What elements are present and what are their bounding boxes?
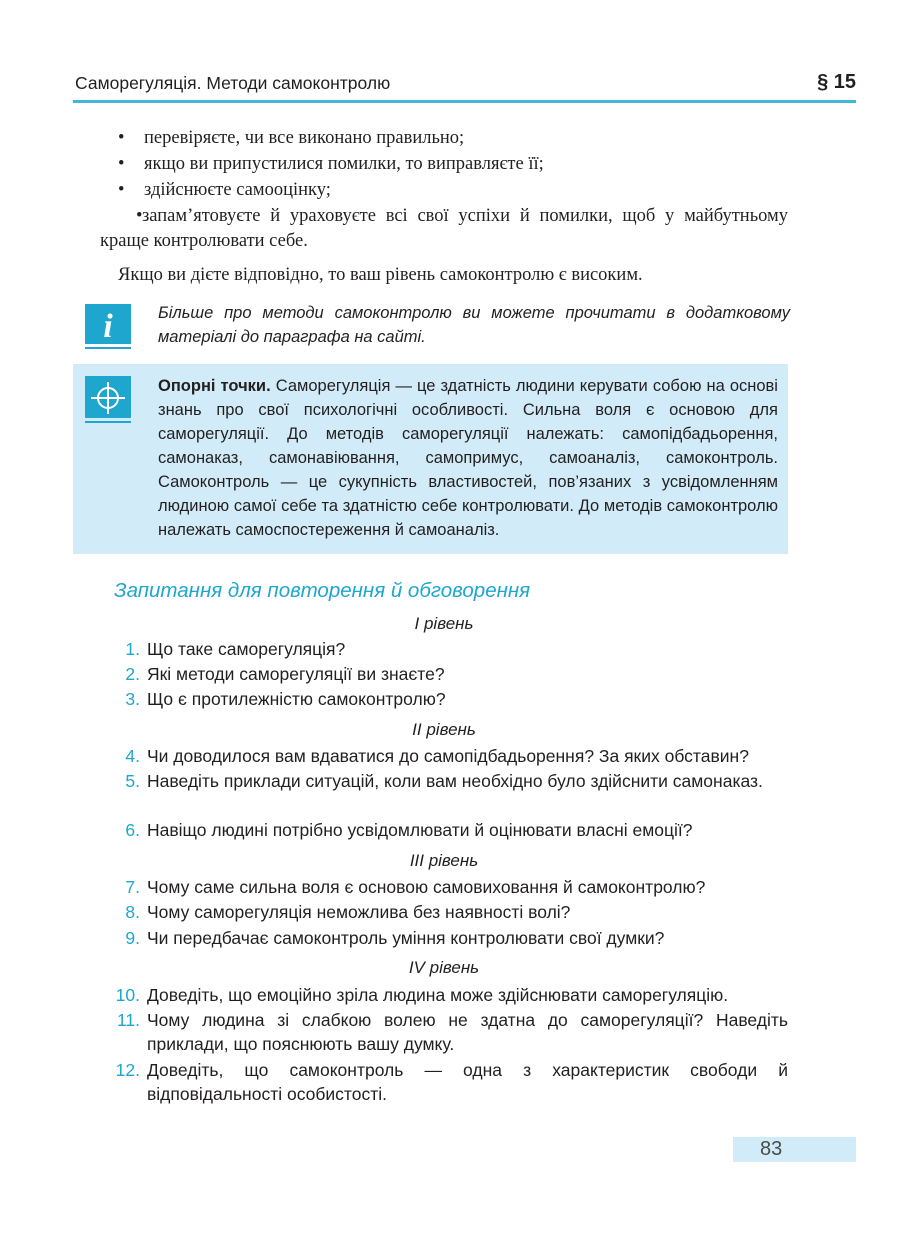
key-points-label: Опорні точки. xyxy=(158,377,271,395)
bullet-marker: • xyxy=(136,206,143,226)
bullet-marker: • xyxy=(118,180,125,200)
list-item-text: запам’ятовуєте й ураховуєте всі свої успіхи й помилки, щоб у майбутньому краще контролювати себе. xyxy=(100,206,788,251)
question-text: Що є протилежністю самоконтролю? xyxy=(147,689,446,709)
question-text: Навіщо людині потрібно усвідомлювати й оцінювати власні емоції? xyxy=(147,820,693,840)
question-number: 5. xyxy=(125,771,140,791)
question-number: 7. xyxy=(125,877,140,897)
level-label: III рівень xyxy=(409,851,479,870)
question-item xyxy=(100,818,788,842)
page-number: 83 xyxy=(760,1138,783,1160)
summary-paragraph: Якщо ви дієте відповідно, то ваш рівень самоконтролю є високим. xyxy=(118,265,643,285)
question-item xyxy=(100,983,788,1007)
info-icon xyxy=(85,304,131,350)
question-text: Чи передбачає самоконтроль уміння контролювати свої думки? xyxy=(147,928,665,948)
question-number: 1. xyxy=(125,639,140,659)
key-points-body: Саморегуляція — це здатність людини керувати собою на основі знань про свої психологічні особливості. Сильна воля є основою для саморегуляції. До методів саморегуляції належать: самопідбадьорення, самонаказ, самонавіювання, самопримус, самоаналіз, самоконтроль. Самоконтроль — це сукупність властивостей, пов’язаних з усвідомленням людиною самої себе та здатністю себе контролювати. До методів самоконтролю належать самоспостереження й самоаналіз. xyxy=(158,377,778,539)
list-item xyxy=(118,126,788,151)
question-text: Які методи саморегуляції ви знаєте? xyxy=(147,664,445,684)
list-item xyxy=(100,204,788,253)
question-item xyxy=(100,900,788,924)
question-text: Чому людина зі слабкою волею не здатна до саморегуляції? Наведіть приклади, що пояснюють вашу думку. xyxy=(147,1010,788,1054)
list-item xyxy=(118,178,788,203)
question-text: Чи доводилося вам вдаватися до самопідбадьорення? За яких обставин? xyxy=(147,746,749,766)
question-item xyxy=(100,875,788,899)
page-number-box xyxy=(733,1137,856,1162)
question-text: Чому саморегуляція неможлива без наявності волі? xyxy=(147,902,571,922)
bullet-marker: • xyxy=(118,128,125,148)
question-text: Що таке саморегуляція? xyxy=(147,639,346,659)
question-number: 2. xyxy=(125,664,140,684)
question-item xyxy=(100,687,788,711)
section-number: § 15 xyxy=(817,71,856,93)
list-item-text: перевіряєте, чи все виконано правильно; xyxy=(144,128,465,148)
question-item xyxy=(100,769,788,793)
level-label: I рівень xyxy=(414,614,474,633)
svg-text:i: i xyxy=(103,308,113,345)
question-number: 12. xyxy=(115,1060,140,1080)
question-text: Чому саме сильна воля є основою самовиховання й самоконтролю? xyxy=(147,877,706,897)
list-item-text: якщо ви припустилися помилки, то виправляєте її; xyxy=(144,154,544,174)
key-points-text xyxy=(158,374,778,542)
level-label: II рівень xyxy=(412,720,476,739)
question-number: 3. xyxy=(125,689,140,709)
question-item xyxy=(100,744,788,768)
header-rule xyxy=(73,100,856,103)
question-item xyxy=(100,1058,788,1106)
question-number: 9. xyxy=(125,928,140,948)
question-number: 8. xyxy=(125,902,140,922)
list-item xyxy=(118,152,788,177)
question-item xyxy=(100,662,788,686)
questions-heading: Запитання для повторення й обговорення xyxy=(114,579,531,602)
question-text: Доведіть, що емоційно зріла людина може здійснювати саморегуляцію. xyxy=(147,985,729,1005)
question-item xyxy=(100,1008,788,1056)
running-header-title: Саморегуляція. Методи самоконтролю xyxy=(75,73,391,93)
question-text: Наведіть приклади ситуацій, коли вам необхідно було здійснити самонаказ. xyxy=(147,771,763,791)
question-number: 11. xyxy=(116,1010,140,1030)
question-number: 10. xyxy=(115,985,140,1005)
bullet-marker: • xyxy=(118,154,125,174)
question-item xyxy=(100,637,788,661)
info-note-text: Більше про методи самоконтролю ви можете прочитати в додатковому матеріалі до параграфа на сайті. xyxy=(158,304,790,346)
target-icon xyxy=(85,376,131,426)
question-text: Доведіть, що самоконтроль — одна з характеристик свободи й відповідальності особистості. xyxy=(147,1060,788,1104)
level-label: IV рівень xyxy=(408,958,480,977)
list-item-text: здійснюєте самооцінку; xyxy=(144,180,331,200)
question-number: 4. xyxy=(125,746,140,766)
question-item xyxy=(100,926,788,950)
question-number: 6. xyxy=(125,820,140,840)
